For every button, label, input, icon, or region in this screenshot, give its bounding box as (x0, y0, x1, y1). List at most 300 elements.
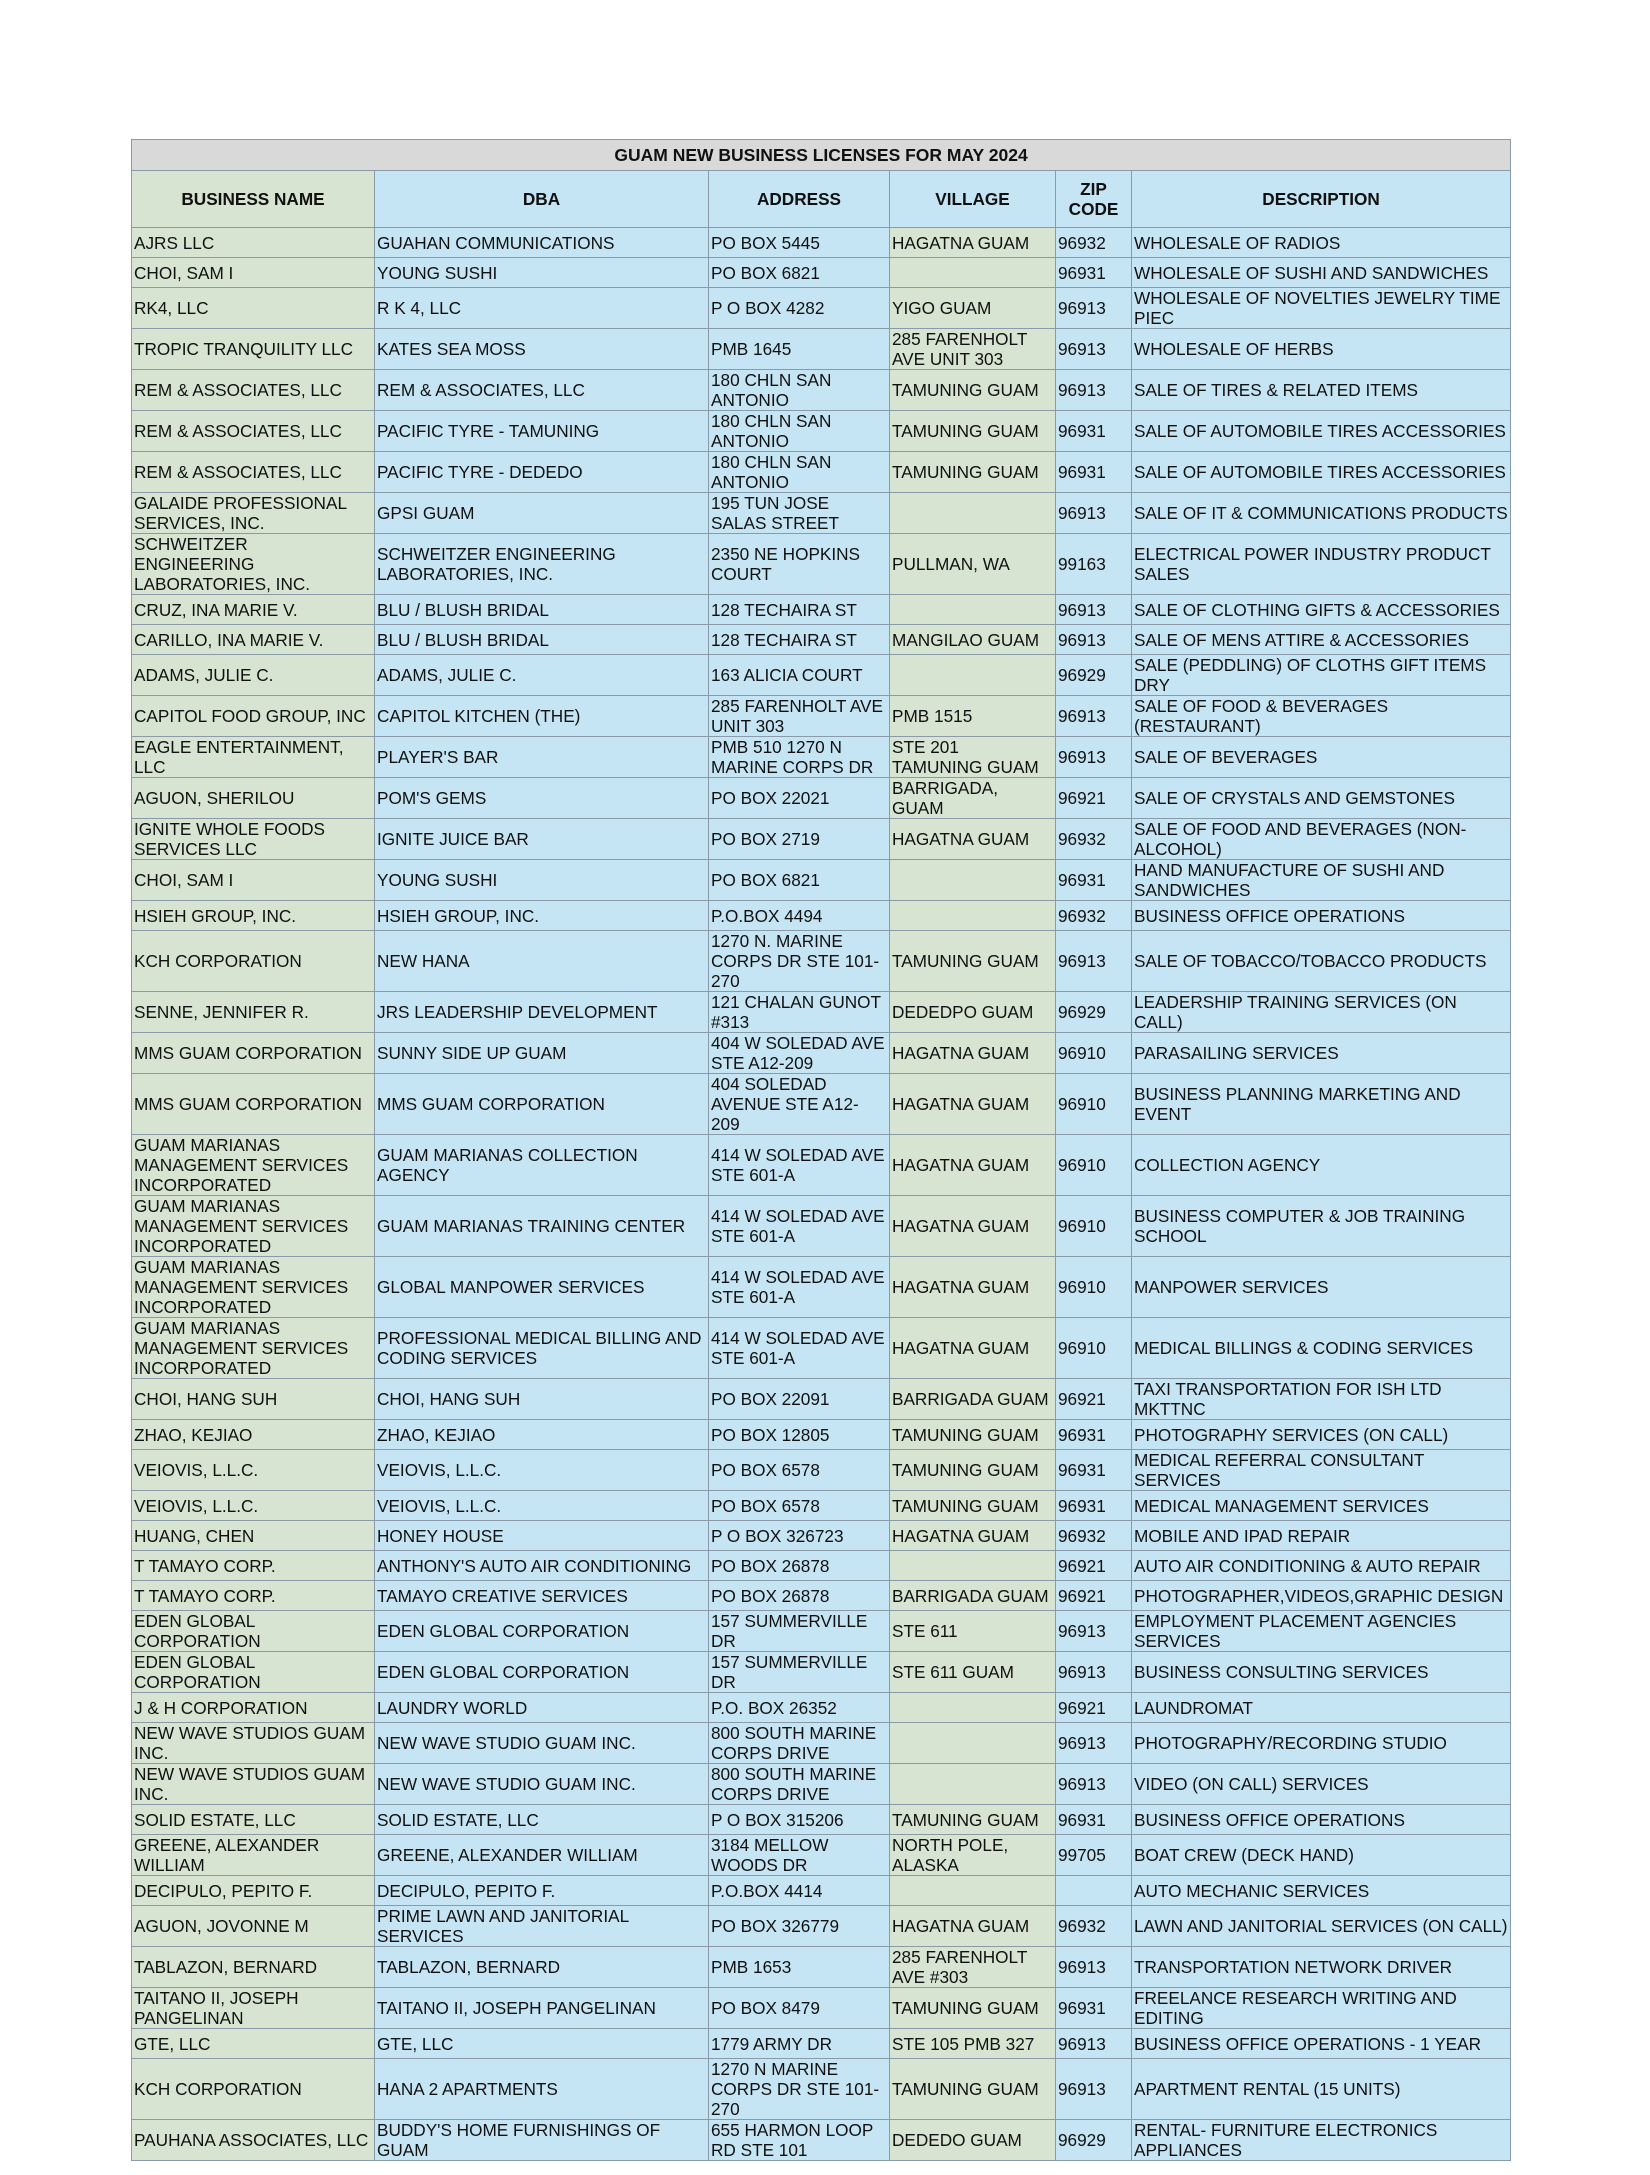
cell-description: MOBILE AND IPAD REPAIR (1132, 1521, 1511, 1551)
cell-address: PO BOX 326779 (709, 1906, 890, 1947)
table-row (132, 1876, 1511, 1906)
cell-dba: HANA 2 APARTMENTS (375, 2059, 709, 2120)
table-row (132, 1652, 1511, 1693)
cell-dba: PACIFIC TYRE - DEDEDO (375, 452, 709, 493)
table-row (132, 329, 1511, 370)
cell-zip-code: 96913 (1056, 1611, 1132, 1652)
cell-zip-code: 96913 (1056, 931, 1132, 992)
table-row (132, 1196, 1511, 1257)
cell-business-name: AJRS LLC (132, 228, 375, 258)
cell-description: SALE OF IT & COMMUNICATIONS PRODUCTS (1132, 493, 1511, 534)
cell-business-name: SCHWEITZER ENGINEERING LABORATORIES, INC. (132, 534, 375, 595)
cell-business-name: CARILLO, INA MARIE V. (132, 625, 375, 655)
cell-village: BARRIGADA GUAM (890, 1379, 1056, 1420)
cell-dba: ANTHONY'S AUTO AIR CONDITIONING (375, 1551, 709, 1581)
cell-zip-code: 96921 (1056, 778, 1132, 819)
cell-address: P.O.BOX 4414 (709, 1876, 890, 1906)
cell-business-name: GUAM MARIANAS MANAGEMENT SERVICES INCORPORATED (132, 1135, 375, 1196)
cell-dba: EDEN GLOBAL CORPORATION (375, 1611, 709, 1652)
cell-zip-code: 96910 (1056, 1257, 1132, 1318)
cell-village: TAMUNING GUAM (890, 411, 1056, 452)
cell-zip-code: 96929 (1056, 992, 1132, 1033)
cell-business-name: SENNE, JENNIFER R. (132, 992, 375, 1033)
cell-description: PHOTOGRAPHER,VIDEOS,GRAPHIC DESIGN (1132, 1581, 1511, 1611)
cell-village: HAGATNA GUAM (890, 1257, 1056, 1318)
cell-dba: EDEN GLOBAL CORPORATION (375, 1652, 709, 1693)
table-row (132, 1581, 1511, 1611)
cell-dba: SCHWEITZER ENGINEERING LABORATORIES, INC. (375, 534, 709, 595)
cell-address: P.O.BOX 4494 (709, 901, 890, 931)
cell-dba: GTE, LLC (375, 2029, 709, 2059)
table-row (132, 1805, 1511, 1835)
cell-description: SALE OF TIRES & RELATED ITEMS (1132, 370, 1511, 411)
cell-village: TAMUNING GUAM (890, 1450, 1056, 1491)
cell-zip-code: 96913 (1056, 696, 1132, 737)
cell-dba: TABLAZON, BERNARD (375, 1947, 709, 1988)
cell-dba: NEW HANA (375, 931, 709, 992)
cell-zip-code: 96913 (1056, 1652, 1132, 1693)
table-row (132, 696, 1511, 737)
cell-dba: R K 4, LLC (375, 288, 709, 329)
table-row (132, 493, 1511, 534)
cell-village: HAGATNA GUAM (890, 1318, 1056, 1379)
cell-business-name: REM & ASSOCIATES, LLC (132, 370, 375, 411)
cell-description: WHOLESALE OF NOVELTIES JEWELRY TIME PIEC (1132, 288, 1511, 329)
table-row (132, 2059, 1511, 2120)
cell-address: 414 W SOLEDAD AVE STE 601-A (709, 1135, 890, 1196)
cell-description: BUSINESS CONSULTING SERVICES (1132, 1652, 1511, 1693)
cell-business-name: HUANG, CHEN (132, 1521, 375, 1551)
cell-description: SALE OF CRYSTALS AND GEMSTONES (1132, 778, 1511, 819)
cell-description: FREELANCE RESEARCH WRITING AND EDITING (1132, 1988, 1511, 2029)
cell-village: HAGATNA GUAM (890, 1135, 1056, 1196)
cell-business-name: IGNITE WHOLE FOODS SERVICES LLC (132, 819, 375, 860)
cell-business-name: MMS GUAM CORPORATION (132, 1074, 375, 1135)
cell-description: VIDEO (ON CALL) SERVICES (1132, 1764, 1511, 1805)
cell-zip-code: 96913 (1056, 1947, 1132, 1988)
table-row (132, 992, 1511, 1033)
table-row (132, 1033, 1511, 1074)
table-row (132, 1420, 1511, 1450)
table-row (132, 411, 1511, 452)
cell-dba: YOUNG SUSHI (375, 860, 709, 901)
cell-address: PO BOX 6578 (709, 1450, 890, 1491)
cell-village: TAMUNING GUAM (890, 1988, 1056, 2029)
table-row (132, 819, 1511, 860)
cell-dba: MMS GUAM CORPORATION (375, 1074, 709, 1135)
cell-business-name: NEW WAVE STUDIOS GUAM INC. (132, 1723, 375, 1764)
cell-description: BUSINESS OFFICE OPERATIONS (1132, 901, 1511, 931)
cell-zip-code: 99163 (1056, 534, 1132, 595)
cell-business-name: SOLID ESTATE, LLC (132, 1805, 375, 1835)
cell-zip-code: 96929 (1056, 655, 1132, 696)
table-row (132, 860, 1511, 901)
cell-description: PARASAILING SERVICES (1132, 1033, 1511, 1074)
cell-business-name: GUAM MARIANAS MANAGEMENT SERVICES INCORPORATED (132, 1257, 375, 1318)
cell-dba: DECIPULO, PEPITO F. (375, 1876, 709, 1906)
cell-description: SALE OF AUTOMOBILE TIRES ACCESSORIES (1132, 452, 1511, 493)
cell-dba: GLOBAL MANPOWER SERVICES (375, 1257, 709, 1318)
cell-dba: GUAM MARIANAS COLLECTION AGENCY (375, 1135, 709, 1196)
cell-village: YIGO GUAM (890, 288, 1056, 329)
table-row (132, 1764, 1511, 1805)
cell-description: ELECTRICAL POWER INDUSTRY PRODUCT SALES (1132, 534, 1511, 595)
cell-zip-code: 96932 (1056, 819, 1132, 860)
table-title: GUAM NEW BUSINESS LICENSES FOR MAY 2024 (132, 140, 1511, 171)
cell-description: SALE OF FOOD & BEVERAGES (RESTAURANT) (1132, 696, 1511, 737)
cell-zip-code: 96929 (1056, 2120, 1132, 2161)
cell-zip-code: 99705 (1056, 1835, 1132, 1876)
cell-zip-code: 96913 (1056, 2029, 1132, 2059)
cell-description: AUTO MECHANIC SERVICES (1132, 1876, 1511, 1906)
cell-zip-code: 96910 (1056, 1318, 1132, 1379)
cell-zip-code: 96913 (1056, 288, 1132, 329)
cell-address: PO BOX 6821 (709, 258, 890, 288)
cell-description: SALE OF FOOD AND BEVERAGES (NON-ALCOHOL) (1132, 819, 1511, 860)
cell-address: PMB 1653 (709, 1947, 890, 1988)
cell-description: AUTO AIR CONDITIONING & AUTO REPAIR (1132, 1551, 1511, 1581)
cell-address: 1270 N. MARINE CORPS DR STE 101-270 (709, 931, 890, 992)
cell-village: PMB 1515 (890, 696, 1056, 737)
cell-business-name: T TAMAYO CORP. (132, 1551, 375, 1581)
cell-village (890, 901, 1056, 931)
cell-address: PO BOX 8479 (709, 1988, 890, 2029)
cell-address: PO BOX 22091 (709, 1379, 890, 1420)
cell-description: RENTAL- FURNITURE ELECTRONICS APPLIANCES (1132, 2120, 1511, 2161)
cell-description: MANPOWER SERVICES (1132, 1257, 1511, 1318)
cell-dba: VEIOVIS, L.L.C. (375, 1491, 709, 1521)
cell-village: 285 FARENHOLT AVE UNIT 303 (890, 329, 1056, 370)
cell-zip-code (1056, 1876, 1132, 1906)
cell-business-name: GUAM MARIANAS MANAGEMENT SERVICES INCORPORATED (132, 1318, 375, 1379)
table-row (132, 534, 1511, 595)
cell-zip-code: 96931 (1056, 1420, 1132, 1450)
cell-zip-code: 96931 (1056, 1491, 1132, 1521)
cell-village: MANGILAO GUAM (890, 625, 1056, 655)
cell-dba: PLAYER'S BAR (375, 737, 709, 778)
cell-village: HAGATNA GUAM (890, 819, 1056, 860)
cell-description: BUSINESS PLANNING MARKETING AND EVENT (1132, 1074, 1511, 1135)
table-row (132, 1906, 1511, 1947)
table-row (132, 595, 1511, 625)
cell-business-name: EDEN GLOBAL CORPORATION (132, 1611, 375, 1652)
cell-address: PO BOX 6821 (709, 860, 890, 901)
header-business-name: BUSINESS NAME (132, 171, 375, 228)
cell-business-name: J & H CORPORATION (132, 1693, 375, 1723)
cell-address: 195 TUN JOSE SALAS STREET (709, 493, 890, 534)
cell-address: 1779 ARMY DR (709, 2029, 890, 2059)
business-licenses-table (131, 139, 1511, 2161)
cell-address: 414 W SOLEDAD AVE STE 601-A (709, 1318, 890, 1379)
cell-business-name: MMS GUAM CORPORATION (132, 1033, 375, 1074)
cell-business-name: GALAIDE PROFESSIONAL SERVICES, INC. (132, 493, 375, 534)
cell-dba: GUAHAN COMMUNICATIONS (375, 228, 709, 258)
table-row (132, 2120, 1511, 2161)
cell-zip-code: 96932 (1056, 1906, 1132, 1947)
cell-description: PHOTOGRAPHY SERVICES (ON CALL) (1132, 1420, 1511, 1450)
cell-zip-code: 96932 (1056, 901, 1132, 931)
cell-village: HAGATNA GUAM (890, 1033, 1056, 1074)
cell-address: 121 CHALAN GUNOT #313 (709, 992, 890, 1033)
cell-address: 180 CHLN SAN ANTONIO (709, 452, 890, 493)
cell-village (890, 1764, 1056, 1805)
cell-village (890, 655, 1056, 696)
cell-village (890, 1551, 1056, 1581)
cell-village: HAGATNA GUAM (890, 1074, 1056, 1135)
cell-address: PO BOX 2719 (709, 819, 890, 860)
cell-description: SALE (PEDDLING) OF CLOTHS GIFT ITEMS DRY (1132, 655, 1511, 696)
cell-business-name: EDEN GLOBAL CORPORATION (132, 1652, 375, 1693)
cell-business-name: GUAM MARIANAS MANAGEMENT SERVICES INCORPORATED (132, 1196, 375, 1257)
table-row (132, 778, 1511, 819)
cell-zip-code: 96913 (1056, 595, 1132, 625)
cell-zip-code: 96931 (1056, 1988, 1132, 2029)
cell-village: TAMUNING GUAM (890, 2059, 1056, 2120)
cell-address: PO BOX 6578 (709, 1491, 890, 1521)
cell-business-name: TROPIC TRANQUILITY LLC (132, 329, 375, 370)
cell-business-name: EAGLE ENTERTAINMENT, LLC (132, 737, 375, 778)
cell-business-name: CAPITOL FOOD GROUP, INC (132, 696, 375, 737)
cell-dba: PRIME LAWN AND JANITORIAL SERVICES (375, 1906, 709, 1947)
cell-zip-code: 96932 (1056, 228, 1132, 258)
cell-description: LAWN AND JANITORIAL SERVICES (ON CALL) (1132, 1906, 1511, 1947)
cell-address: 800 SOUTH MARINE CORPS DRIVE (709, 1723, 890, 1764)
cell-zip-code: 96921 (1056, 1551, 1132, 1581)
cell-description: HAND MANUFACTURE OF SUSHI AND SANDWICHES (1132, 860, 1511, 901)
cell-description: SALE OF AUTOMOBILE TIRES ACCESSORIES (1132, 411, 1511, 452)
cell-address: P O BOX 315206 (709, 1805, 890, 1835)
cell-address: PO BOX 12805 (709, 1420, 890, 1450)
header-description: DESCRIPTION (1132, 171, 1511, 228)
table-row (132, 1723, 1511, 1764)
cell-dba: CHOI, HANG SUH (375, 1379, 709, 1420)
table-row (132, 1450, 1511, 1491)
table-row (132, 1257, 1511, 1318)
cell-description: TRANSPORTATION NETWORK DRIVER (1132, 1947, 1511, 1988)
cell-address: PO BOX 5445 (709, 228, 890, 258)
cell-zip-code: 96913 (1056, 329, 1132, 370)
cell-business-name: PAUHANA ASSOCIATES, LLC (132, 2120, 375, 2161)
cell-business-name: VEIOVIS, L.L.C. (132, 1491, 375, 1521)
table-row (132, 1611, 1511, 1652)
cell-business-name: TABLAZON, BERNARD (132, 1947, 375, 1988)
cell-business-name: AGUON, SHERILOU (132, 778, 375, 819)
table-row (132, 737, 1511, 778)
cell-zip-code: 96932 (1056, 1521, 1132, 1551)
cell-description: SALE OF BEVERAGES (1132, 737, 1511, 778)
cell-dba: TAMAYO CREATIVE SERVICES (375, 1581, 709, 1611)
cell-zip-code: 96910 (1056, 1074, 1132, 1135)
cell-business-name: GTE, LLC (132, 2029, 375, 2059)
cell-dba: CAPITOL KITCHEN (THE) (375, 696, 709, 737)
cell-business-name: CHOI, SAM I (132, 860, 375, 901)
cell-zip-code: 96910 (1056, 1033, 1132, 1074)
header-village: VILLAGE (890, 171, 1056, 228)
table-row (132, 1491, 1511, 1521)
cell-zip-code: 96921 (1056, 1693, 1132, 1723)
cell-zip-code: 96913 (1056, 625, 1132, 655)
cell-dba: HSIEH GROUP, INC. (375, 901, 709, 931)
cell-village: HAGATNA GUAM (890, 1521, 1056, 1551)
cell-description: LEADERSHIP TRAINING SERVICES (ON CALL) (1132, 992, 1511, 1033)
cell-address: PO BOX 26878 (709, 1581, 890, 1611)
cell-description: LAUNDROMAT (1132, 1693, 1511, 1723)
cell-zip-code: 96931 (1056, 258, 1132, 288)
cell-address: 180 CHLN SAN ANTONIO (709, 370, 890, 411)
table-row (132, 1074, 1511, 1135)
table-row (132, 1521, 1511, 1551)
cell-village: STE 611 GUAM (890, 1652, 1056, 1693)
cell-dba: YOUNG SUSHI (375, 258, 709, 288)
cell-dba: LAUNDRY WORLD (375, 1693, 709, 1723)
cell-address: 157 SUMMERVILLE DR (709, 1652, 890, 1693)
cell-zip-code: 96931 (1056, 452, 1132, 493)
table-row (132, 1693, 1511, 1723)
cell-zip-code: 96931 (1056, 411, 1132, 452)
cell-description: MEDICAL REFERRAL CONSULTANT SERVICES (1132, 1450, 1511, 1491)
cell-village (890, 1723, 1056, 1764)
cell-business-name: VEIOVIS, L.L.C. (132, 1450, 375, 1491)
cell-village: HAGATNA GUAM (890, 1196, 1056, 1257)
header-zip-code: ZIP CODE (1056, 171, 1132, 228)
cell-business-name: AGUON, JOVONNE M (132, 1906, 375, 1947)
cell-zip-code: 96913 (1056, 2059, 1132, 2120)
cell-description: TAXI TRANSPORTATION FOR ISH LTD MKTTNC (1132, 1379, 1511, 1420)
cell-address: PO BOX 26878 (709, 1551, 890, 1581)
cell-business-name: ZHAO, KEJIAO (132, 1420, 375, 1450)
cell-village: HAGATNA GUAM (890, 1906, 1056, 1947)
table-row (132, 1947, 1511, 1988)
cell-description: BUSINESS OFFICE OPERATIONS (1132, 1805, 1511, 1835)
table-row (132, 1379, 1511, 1420)
cell-dba: BLU / BLUSH BRIDAL (375, 595, 709, 625)
cell-village: STE 611 (890, 1611, 1056, 1652)
table-row (132, 625, 1511, 655)
table-row (132, 258, 1511, 288)
cell-dba: IGNITE JUICE BAR (375, 819, 709, 860)
cell-address: 2350 NE HOPKINS COURT (709, 534, 890, 595)
table-row (132, 931, 1511, 992)
cell-village (890, 1693, 1056, 1723)
cell-description: BUSINESS OFFICE OPERATIONS - 1 YEAR (1132, 2029, 1511, 2059)
cell-dba: NEW WAVE STUDIO GUAM INC. (375, 1764, 709, 1805)
cell-zip-code: 96913 (1056, 370, 1132, 411)
cell-village (890, 258, 1056, 288)
table-row (132, 901, 1511, 931)
cell-description: PHOTOGRAPHY/RECORDING STUDIO (1132, 1723, 1511, 1764)
cell-address: 404 SOLEDAD AVENUE STE A12-209 (709, 1074, 890, 1135)
cell-address: 414 W SOLEDAD AVE STE 601-A (709, 1257, 890, 1318)
cell-village: TAMUNING GUAM (890, 931, 1056, 992)
cell-address: 285 FARENHOLT AVE UNIT 303 (709, 696, 890, 737)
cell-zip-code: 96931 (1056, 860, 1132, 901)
cell-business-name: CHOI, SAM I (132, 258, 375, 288)
cell-village: NORTH POLE, ALASKA (890, 1835, 1056, 1876)
cell-description: SALE OF CLOTHING GIFTS & ACCESSORIES (1132, 595, 1511, 625)
header-dba: DBA (375, 171, 709, 228)
cell-address: 157 SUMMERVILLE DR (709, 1611, 890, 1652)
cell-village: TAMUNING GUAM (890, 1491, 1056, 1521)
cell-business-name: NEW WAVE STUDIOS GUAM INC. (132, 1764, 375, 1805)
cell-dba: PACIFIC TYRE - TAMUNING (375, 411, 709, 452)
cell-village: BARRIGADA GUAM (890, 1581, 1056, 1611)
cell-village: 285 FARENHOLT AVE #303 (890, 1947, 1056, 1988)
cell-village: DEDEDPO GUAM (890, 992, 1056, 1033)
cell-description: APARTMENT RENTAL (15 UNITS) (1132, 2059, 1511, 2120)
cell-village: BARRIGADA, GUAM (890, 778, 1056, 819)
cell-business-name: KCH CORPORATION (132, 931, 375, 992)
cell-business-name: HSIEH GROUP, INC. (132, 901, 375, 931)
cell-village: STE 105 PMB 327 (890, 2029, 1056, 2059)
cell-zip-code: 96931 (1056, 1805, 1132, 1835)
cell-village: HAGATNA GUAM (890, 228, 1056, 258)
cell-address: 414 W SOLEDAD AVE STE 601-A (709, 1196, 890, 1257)
cell-dba: BUDDY'S HOME FURNISHINGS OF GUAM (375, 2120, 709, 2161)
cell-description: BUSINESS COMPUTER & JOB TRAINING SCHOOL (1132, 1196, 1511, 1257)
cell-dba: GPSI GUAM (375, 493, 709, 534)
cell-zip-code: 96931 (1056, 1450, 1132, 1491)
cell-business-name: GREENE, ALEXANDER WILLIAM (132, 1835, 375, 1876)
cell-zip-code: 96910 (1056, 1196, 1132, 1257)
cell-dba: GREENE, ALEXANDER WILLIAM (375, 1835, 709, 1876)
cell-dba: VEIOVIS, L.L.C. (375, 1450, 709, 1491)
cell-zip-code: 96913 (1056, 737, 1132, 778)
cell-description: MEDICAL MANAGEMENT SERVICES (1132, 1491, 1511, 1521)
cell-business-name: CHOI, HANG SUH (132, 1379, 375, 1420)
cell-address: PMB 1645 (709, 329, 890, 370)
cell-address: 404 W SOLEDAD AVE STE A12-209 (709, 1033, 890, 1074)
header-row (132, 171, 1511, 228)
cell-village (890, 595, 1056, 625)
cell-address: 163 ALICIA COURT (709, 655, 890, 696)
table-row (132, 1318, 1511, 1379)
cell-address: P O BOX 4282 (709, 288, 890, 329)
cell-address: P O BOX 326723 (709, 1521, 890, 1551)
cell-zip-code: 96921 (1056, 1581, 1132, 1611)
table-row (132, 1135, 1511, 1196)
cell-business-name: ADAMS, JULIE C. (132, 655, 375, 696)
header-address: ADDRESS (709, 171, 890, 228)
cell-business-name: REM & ASSOCIATES, LLC (132, 411, 375, 452)
table-row (132, 288, 1511, 329)
table-row (132, 2029, 1511, 2059)
cell-zip-code: 96913 (1056, 493, 1132, 534)
cell-village (890, 1876, 1056, 1906)
cell-village: TAMUNING GUAM (890, 452, 1056, 493)
cell-description: WHOLESALE OF HERBS (1132, 329, 1511, 370)
cell-dba: ADAMS, JULIE C. (375, 655, 709, 696)
cell-dba: PROFESSIONAL MEDICAL BILLING AND CODING SERVICES (375, 1318, 709, 1379)
cell-zip-code: 96913 (1056, 1764, 1132, 1805)
cell-description: WHOLESALE OF RADIOS (1132, 228, 1511, 258)
cell-address: PMB 510 1270 N MARINE CORPS DR (709, 737, 890, 778)
cell-dba: BLU / BLUSH BRIDAL (375, 625, 709, 655)
cell-address: PO BOX 22021 (709, 778, 890, 819)
table-row (132, 1551, 1511, 1581)
cell-village (890, 860, 1056, 901)
cell-business-name: RK4, LLC (132, 288, 375, 329)
cell-description: WHOLESALE OF SUSHI AND SANDWICHES (1132, 258, 1511, 288)
cell-description: SALE OF TOBACCO/TOBACCO PRODUCTS (1132, 931, 1511, 992)
table-row (132, 228, 1511, 258)
cell-dba: SUNNY SIDE UP GUAM (375, 1033, 709, 1074)
cell-address: 128 TECHAIRA ST (709, 625, 890, 655)
table-row (132, 452, 1511, 493)
cell-description: SALE OF MENS ATTIRE & ACCESSORIES (1132, 625, 1511, 655)
cell-description: COLLECTION AGENCY (1132, 1135, 1511, 1196)
cell-dba: KATES SEA MOSS (375, 329, 709, 370)
cell-dba: SOLID ESTATE, LLC (375, 1805, 709, 1835)
